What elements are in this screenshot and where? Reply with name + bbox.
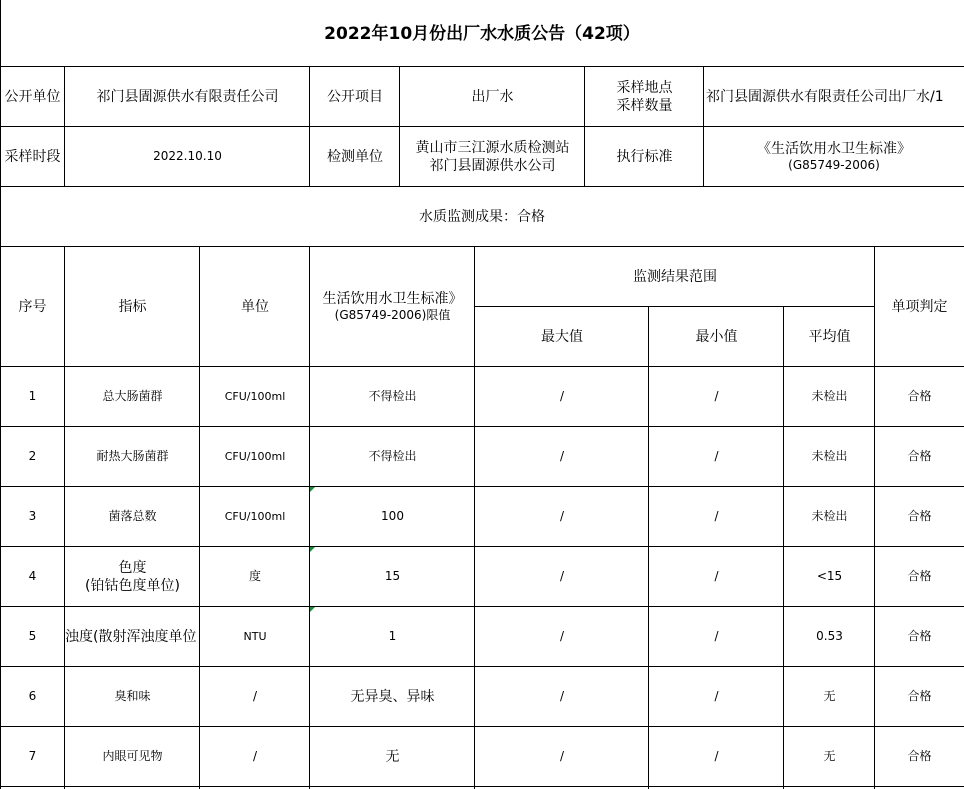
std-value-line2: (G85749-2006) <box>788 158 880 173</box>
item-label: 公开项目 <box>327 88 383 105</box>
grid-line <box>0 726 964 727</box>
row-unit: NTU <box>243 629 267 643</box>
grid-line <box>0 786 964 787</box>
header-limit <box>310 247 475 367</box>
item-value: 出厂水 <box>471 88 514 105</box>
row-min: / <box>714 749 719 764</box>
std-value <box>704 127 964 187</box>
row-seq: 4 <box>28 569 37 584</box>
row-indicator: 浊度(散射浑浊度单位 <box>65 628 197 645</box>
row-verdict: 合格 <box>907 449 932 464</box>
row-verdict: 合格 <box>907 629 932 644</box>
result-line: 水质监测成果：合格 <box>419 208 545 225</box>
row-limit: 100 <box>381 509 404 524</box>
row-seq: 1 <box>28 389 37 404</box>
row-unit: / <box>252 689 258 704</box>
row-max: / <box>559 389 565 404</box>
row-seq: 7 <box>28 749 37 764</box>
row-min: / <box>714 569 719 584</box>
row-unit: / <box>252 749 258 764</box>
row-avg: 未检出 <box>811 449 848 464</box>
row-min: / <box>714 449 719 464</box>
row-limit: 无 <box>385 748 400 765</box>
row-avg: 未检出 <box>811 509 848 524</box>
row-avg: 0.53 <box>816 629 843 644</box>
grid-line <box>584 66 585 187</box>
row-limit: 15 <box>384 569 401 584</box>
grid-line <box>0 666 964 667</box>
row-max: / <box>559 569 565 584</box>
header-min: 最小值 <box>695 328 738 345</box>
lab-label: 检测单位 <box>327 148 383 165</box>
grid-line <box>399 66 400 187</box>
row-avg: 未检出 <box>811 389 848 404</box>
row-avg: 无 <box>823 749 836 764</box>
row-indicator <box>65 547 200 607</box>
row-min: / <box>714 629 719 644</box>
grid-line <box>0 0 1 789</box>
row-unit: CFU/100ml <box>224 509 286 523</box>
grid-line <box>783 306 784 789</box>
row-unit: CFU/100ml <box>224 389 286 403</box>
grid-line <box>0 366 964 367</box>
cell-comment-marker <box>310 547 315 552</box>
lab-value-line2: 祁门县圊源供水公司 <box>429 158 556 174</box>
org-value: 祁门县圊源供水有限责任公司 <box>96 88 279 105</box>
grid-line <box>0 426 964 427</box>
lab-value-line1: 黄山市三江源水质检测站 <box>415 139 570 156</box>
row-min: / <box>714 389 719 404</box>
row-indicator-line2: (铂钴色度单位) <box>85 578 180 594</box>
grid-line <box>309 66 310 187</box>
row-verdict: 合格 <box>907 569 932 584</box>
row-avg: <15 <box>816 569 843 584</box>
grid-line <box>0 246 964 247</box>
cell-comment-marker <box>310 607 315 612</box>
grid-line <box>0 66 964 67</box>
header-limit-line1: 生活饮用水卫生标准》 <box>322 291 463 308</box>
header-seq: 序号 <box>18 298 47 315</box>
page-title: 2022年10月份出厂水水质公告（42项） <box>324 23 640 44</box>
site-value: 祁门县圊源供水有限责任公司出厂水/1 <box>706 88 944 105</box>
header-limit-line2: (G85749-2006)限值 <box>334 308 451 323</box>
grid-line <box>64 246 65 789</box>
grid-line <box>474 246 475 789</box>
row-indicator: 耐热大肠菌群 <box>96 449 169 464</box>
org-label: 公开单位 <box>4 88 61 105</box>
header-verdict: 单项判定 <box>891 298 948 315</box>
row-min: / <box>714 689 719 704</box>
header-range: 监测结果范围 <box>633 268 717 285</box>
row-verdict: 合格 <box>907 389 932 404</box>
row-verdict: 合格 <box>907 749 932 764</box>
site-label-line2: 采样数量 <box>616 98 673 114</box>
lab-value <box>400 127 585 187</box>
grid-line <box>0 186 964 187</box>
header-indicator: 指标 <box>118 298 147 315</box>
header-unit: 单位 <box>241 298 269 315</box>
cell-comment-marker <box>310 487 315 492</box>
row-max: / <box>559 749 565 764</box>
std-value-line1: 《生活饮用水卫生标准》 <box>757 141 911 158</box>
row-verdict: 合格 <box>907 689 932 704</box>
grid-line <box>0 546 964 547</box>
row-max: / <box>559 629 565 644</box>
row-indicator: 内眼可见物 <box>102 749 163 764</box>
row-unit: CFU/100ml <box>224 449 286 463</box>
row-unit: 度 <box>248 569 261 584</box>
grid-line <box>0 126 964 127</box>
row-indicator: 臭和味 <box>114 689 151 704</box>
row-seq: 5 <box>28 629 37 644</box>
row-seq: 6 <box>28 689 37 704</box>
row-verdict: 合格 <box>907 509 932 524</box>
row-min: / <box>714 509 719 524</box>
header-avg: 平均值 <box>808 328 851 345</box>
grid-line <box>0 606 964 607</box>
row-indicator: 总大肠菌群 <box>102 389 163 404</box>
grid-line <box>199 246 200 789</box>
row-limit: 1 <box>388 629 397 644</box>
grid-line <box>874 246 875 789</box>
site-label-line1: 采样地点 <box>616 79 673 96</box>
row-avg: 无 <box>823 689 836 704</box>
row-limit: 不得检出 <box>368 449 417 464</box>
row-seq: 2 <box>28 449 37 464</box>
period-label: 采样时段 <box>4 148 61 165</box>
grid-line <box>648 306 649 789</box>
grid-line <box>64 66 65 187</box>
grid-line <box>703 66 704 187</box>
header-max: 最大值 <box>541 328 583 345</box>
row-limit: 不得检出 <box>368 389 417 404</box>
row-max: / <box>559 689 565 704</box>
row-max: / <box>559 509 565 524</box>
grid-line <box>475 306 875 307</box>
grid-line <box>309 246 310 789</box>
row-seq: 3 <box>28 509 37 524</box>
row-indicator: 菌落总数 <box>108 509 157 524</box>
row-max: / <box>559 449 565 464</box>
grid-line <box>0 486 964 487</box>
std-label: 执行标准 <box>616 148 673 165</box>
period-value: 2022.10.10 <box>153 149 222 164</box>
row-indicator-line1: 色度 <box>118 559 147 576</box>
site-label <box>585 67 704 127</box>
row-limit: 无异臭、异味 <box>350 688 435 705</box>
